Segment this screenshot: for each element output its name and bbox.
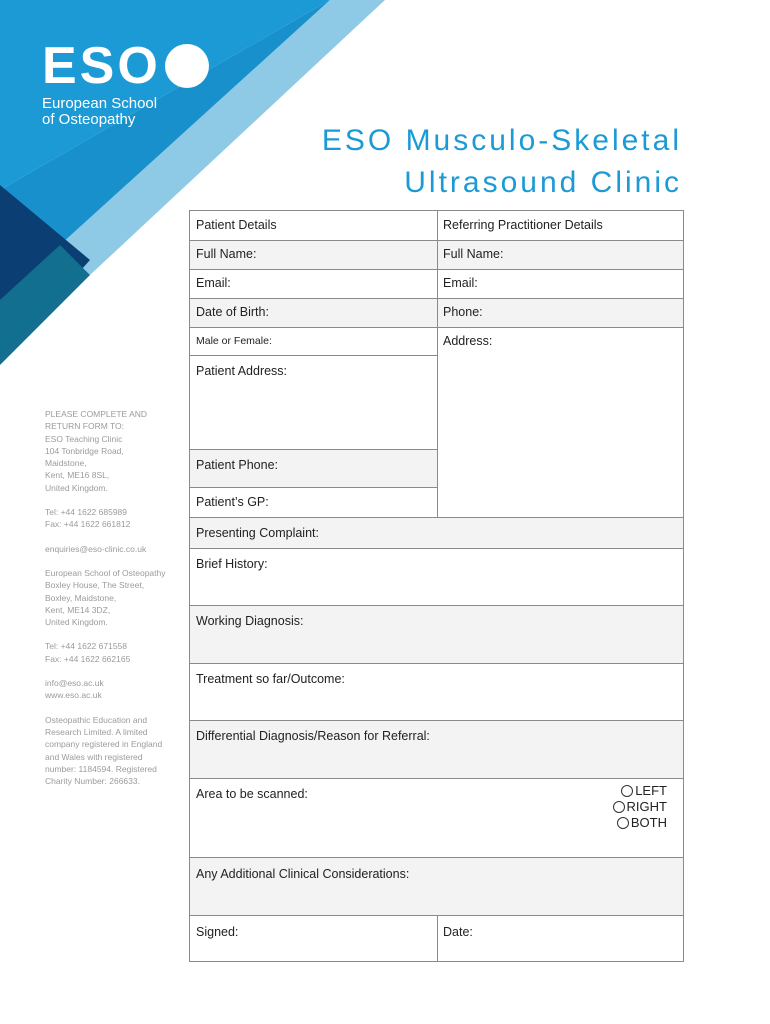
sidebar-line: United Kingdom. xyxy=(45,617,108,628)
sidebar-line: European School of Osteopathy xyxy=(45,567,166,578)
presenting-complaint-field[interactable]: Presenting Complaint: xyxy=(196,526,319,540)
referral-form xyxy=(189,210,684,962)
radio-both-label: BOTH xyxy=(630,815,667,830)
sidebar-line: Boxley House, The Street, xyxy=(45,580,145,591)
differential-diagnosis-field[interactable]: Differential Diagnosis/Reason for Referral: xyxy=(196,729,430,743)
radio-left-label: LEFT xyxy=(635,783,667,798)
sex-field[interactable]: Male or Female: xyxy=(196,335,272,347)
date-of-birth-field[interactable]: Date of Birth: xyxy=(196,305,269,319)
sidebar-line: number: 1184594. Registered xyxy=(45,763,157,774)
title-line2: Ultrasound Clinic xyxy=(404,166,682,199)
area-to-scan-label: Area to be scanned: xyxy=(196,787,308,801)
school-name-line2: of Osteopathy xyxy=(42,111,136,128)
referrer-full-name-field[interactable]: Full Name: xyxy=(443,247,504,261)
sidebar-line: Charity Number: 266633. xyxy=(45,776,140,787)
radio-right[interactable] xyxy=(613,799,667,815)
patient-phone-field[interactable]: Patient Phone: xyxy=(196,458,279,472)
signed-field[interactable]: Signed: xyxy=(196,925,239,939)
school-website-link[interactable]: www.eso.ac.uk xyxy=(45,690,102,701)
clinic-fax: Fax: +44 1622 661812 xyxy=(45,519,131,530)
radio-circle-icon xyxy=(613,801,625,813)
radio-right-label: RIGHT xyxy=(626,799,667,814)
sidebar-line: PLEASE COMPLETE AND xyxy=(45,409,148,419)
brief-history-field[interactable]: Brief History: xyxy=(196,557,268,571)
sidebar-line: Kent, ME14 3DZ, xyxy=(45,604,111,615)
referrer-address-field[interactable]: Address: xyxy=(443,334,493,348)
radio-both[interactable] xyxy=(613,815,667,831)
patient-gp-field[interactable]: Patient’s GP: xyxy=(196,495,269,509)
area-to-scan-section xyxy=(190,778,683,857)
sidebar-line: Kent, ME16 8SL, xyxy=(45,470,110,481)
area-radio-group xyxy=(613,783,667,831)
logo xyxy=(42,37,209,128)
referrer-phone-field[interactable]: Phone: xyxy=(443,305,483,319)
globe-icon xyxy=(165,44,209,88)
sidebar-contact-info xyxy=(45,408,185,799)
clinic-tel: Tel: +44 1622 685989 xyxy=(45,507,128,518)
title-line1: ESO Musculo-Skeletal xyxy=(321,124,682,157)
sidebar-line: Boxley, Maidstone, xyxy=(45,592,117,603)
patient-address-field[interactable]: Patient Address: xyxy=(196,364,288,378)
radio-circle-icon xyxy=(617,817,629,829)
sidebar-line: United Kingdom. xyxy=(45,482,108,493)
radio-circle-icon xyxy=(621,785,633,797)
page-title xyxy=(322,120,682,204)
school-fax: Fax: +44 1622 662165 xyxy=(45,653,131,664)
sidebar-line: and Wales with registered xyxy=(45,751,143,762)
working-diagnosis-field[interactable]: Working Diagnosis: xyxy=(196,614,304,628)
additional-considerations-field[interactable]: Any Additional Clinical Considerations: xyxy=(196,867,410,881)
sidebar-line: Osteopathic Education and xyxy=(45,714,148,725)
sidebar-line: ESO Teaching Clinic xyxy=(45,433,123,444)
patient-details-heading: Patient Details xyxy=(196,218,277,232)
referrer-email-field[interactable]: Email: xyxy=(443,276,478,290)
school-tel: Tel: +44 1622 671558 xyxy=(45,641,128,652)
school-name-line1: European School xyxy=(42,95,158,112)
radio-left[interactable] xyxy=(613,783,667,799)
sidebar-line: RETURN FORM TO: xyxy=(45,421,125,432)
date-field[interactable]: Date: xyxy=(443,925,473,939)
patient-full-name-field[interactable]: Full Name: xyxy=(196,247,257,261)
sidebar-line: 104 Tonbridge Road, xyxy=(45,445,124,456)
sidebar-line: company registered in England xyxy=(45,739,163,750)
logo-text: ESO xyxy=(42,37,161,95)
clinic-email-link[interactable]: enquiries@eso-clinic.co.uk xyxy=(45,543,147,554)
treatment-field[interactable]: Treatment so far/Outcome: xyxy=(196,672,345,686)
sidebar-line: Research Limited. A limited xyxy=(45,726,148,737)
sidebar-line: Maidstone, xyxy=(45,458,87,469)
school-email-link[interactable]: info@eso.ac.uk xyxy=(45,678,104,689)
referrer-details-heading: Referring Practitioner Details xyxy=(443,218,603,232)
patient-email-field[interactable]: Email: xyxy=(196,276,231,290)
